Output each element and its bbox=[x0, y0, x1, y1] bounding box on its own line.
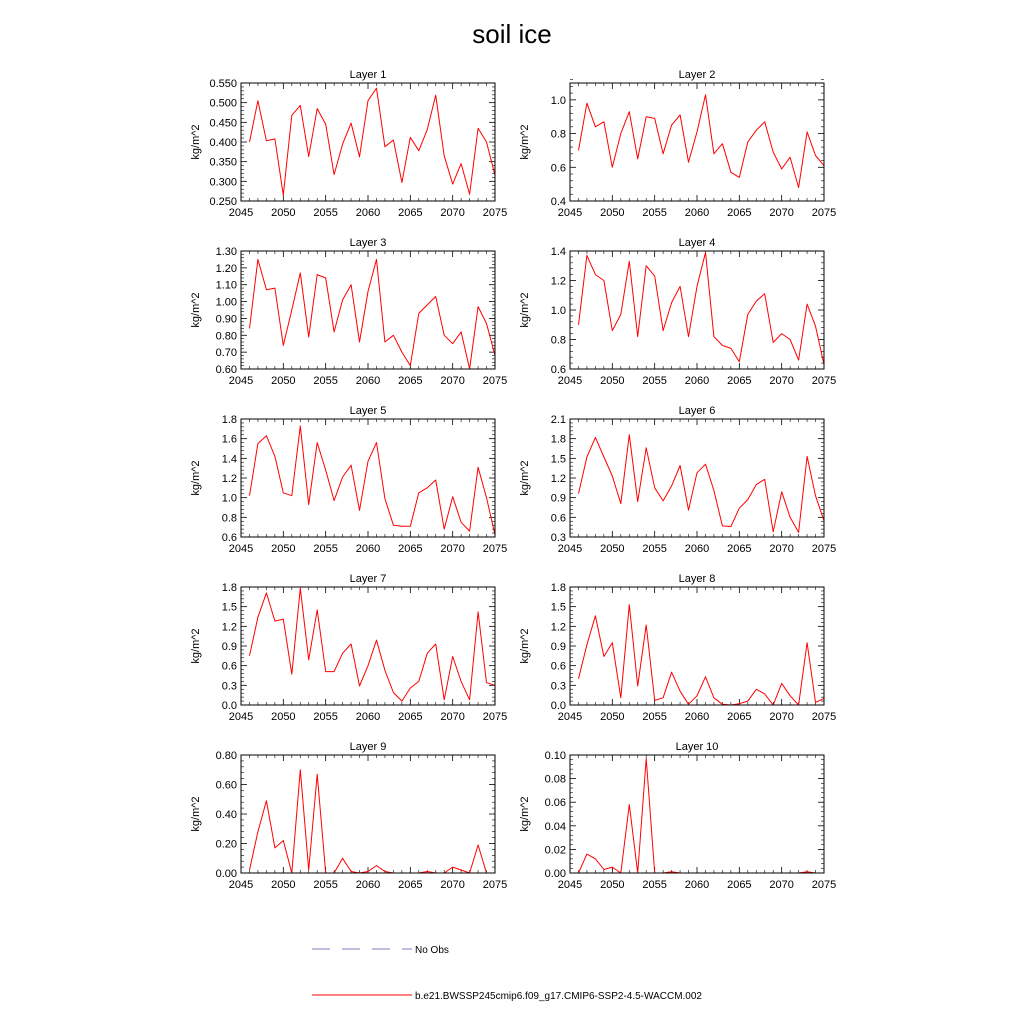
series-line bbox=[250, 259, 496, 369]
y-axis-label: kg/m^2 bbox=[190, 796, 202, 832]
x-tick-label: 2045 bbox=[557, 207, 583, 219]
y-tick-label: 0.0 bbox=[550, 700, 566, 712]
y-axis-label: kg/m^2 bbox=[519, 124, 531, 160]
y-tick-label: 1.8 bbox=[550, 433, 566, 446]
x-tick-label: 2060 bbox=[355, 375, 381, 387]
x-tick-label: 2045 bbox=[228, 207, 254, 219]
y-tick-label: 0.40 bbox=[215, 809, 237, 821]
x-tick-label: 2070 bbox=[440, 543, 465, 555]
y-tick-label: 1.8 bbox=[221, 414, 237, 426]
plot-frame bbox=[241, 755, 495, 873]
plot-frame bbox=[570, 419, 824, 537]
plot-frame bbox=[570, 755, 824, 873]
x-tick-label: 2060 bbox=[355, 879, 381, 891]
x-tick-label: 2065 bbox=[398, 879, 423, 891]
plot-frame bbox=[570, 587, 824, 705]
y-axis-label: kg/m^2 bbox=[519, 796, 531, 832]
y-axis-label: kg/m^2 bbox=[190, 292, 202, 328]
x-tick-label: 2050 bbox=[600, 711, 625, 723]
y-tick-label: 0.80 bbox=[215, 330, 237, 343]
x-tick-label: 2065 bbox=[727, 375, 752, 387]
x-tick-label: 2075 bbox=[482, 879, 508, 891]
x-tick-label: 2070 bbox=[769, 543, 794, 555]
y-tick-label: 0.02 bbox=[544, 844, 566, 857]
x-tick-label: 2075 bbox=[811, 543, 837, 555]
y-tick-label: 0.90 bbox=[215, 313, 237, 326]
y-tick-label: 2.1 bbox=[550, 414, 566, 426]
chart-panel-1 bbox=[190, 69, 507, 219]
y-tick-label: 0.6 bbox=[221, 660, 237, 673]
x-tick-label: 2065 bbox=[398, 207, 423, 219]
x-tick-label: 2050 bbox=[271, 711, 296, 723]
x-tick-label: 2060 bbox=[684, 207, 710, 219]
x-tick-label: 2065 bbox=[398, 375, 423, 387]
y-tick-label: 1.2 bbox=[550, 473, 566, 485]
x-tick-label: 2045 bbox=[228, 711, 254, 723]
x-tick-label: 2065 bbox=[727, 207, 752, 219]
y-tick-label: 0.8 bbox=[221, 512, 237, 525]
x-tick-label: 2045 bbox=[557, 711, 583, 723]
x-tick-label: 2075 bbox=[811, 711, 837, 723]
y-tick-label: 1.30 bbox=[215, 246, 237, 258]
x-tick-label: 2065 bbox=[727, 879, 752, 891]
y-tick-label: 1.2 bbox=[221, 473, 237, 485]
x-tick-label: 2050 bbox=[271, 543, 296, 555]
y-tick-label: 0.6 bbox=[550, 512, 566, 525]
x-tick-label: 2045 bbox=[557, 375, 583, 387]
panel-title: Layer 10 bbox=[675, 741, 719, 753]
x-tick-label: 2070 bbox=[769, 375, 794, 387]
y-tick-label: 0.00 bbox=[215, 868, 237, 880]
y-tick-label: 0.3 bbox=[221, 680, 237, 693]
x-tick-label: 2075 bbox=[811, 375, 837, 387]
x-tick-label: 2070 bbox=[769, 879, 794, 891]
y-tick-label: 0.70 bbox=[215, 347, 237, 360]
x-tick-label: 2050 bbox=[600, 207, 625, 219]
y-tick-label: 1.5 bbox=[221, 601, 237, 614]
y-tick-label: 0.3 bbox=[550, 680, 566, 693]
chart-panel-6 bbox=[519, 405, 836, 555]
panel-title: Layer 3 bbox=[349, 237, 387, 249]
series-line bbox=[250, 426, 496, 535]
chart-panel-3 bbox=[190, 237, 507, 387]
y-tick-label: 0.250 bbox=[209, 196, 237, 208]
x-tick-label: 2055 bbox=[642, 543, 667, 555]
y-tick-label: 0.10 bbox=[544, 750, 566, 762]
x-tick-label: 2065 bbox=[398, 711, 423, 723]
x-tick-label: 2055 bbox=[313, 375, 338, 387]
x-tick-label: 2050 bbox=[600, 879, 625, 891]
x-tick-label: 2075 bbox=[482, 543, 508, 555]
panel-title: Layer 4 bbox=[678, 237, 716, 249]
x-tick-label: 2060 bbox=[355, 543, 381, 555]
x-tick-label: 2055 bbox=[313, 711, 338, 723]
y-tick-label: 0.8 bbox=[550, 334, 566, 347]
y-tick-label: 0.6 bbox=[550, 364, 566, 376]
x-tick-label: 2070 bbox=[440, 207, 465, 219]
series-line bbox=[579, 435, 825, 533]
panel-title: Layer 6 bbox=[678, 405, 716, 417]
y-tick-label: 1.2 bbox=[550, 621, 566, 634]
y-tick-label: 1.5 bbox=[550, 601, 566, 614]
x-tick-label: 2050 bbox=[271, 375, 296, 387]
panel-title: Layer 5 bbox=[349, 405, 387, 417]
legend bbox=[312, 945, 702, 1002]
series-line bbox=[579, 605, 825, 705]
chart-panel-10 bbox=[519, 741, 836, 891]
x-tick-label: 2060 bbox=[684, 879, 710, 891]
series-line bbox=[579, 253, 825, 365]
chart-panel-8 bbox=[519, 573, 836, 723]
panel-title: Layer 7 bbox=[349, 573, 387, 585]
y-tick-label: 1.5 bbox=[550, 453, 566, 466]
y-axis-label: kg/m^2 bbox=[519, 460, 531, 496]
figure-title: soil ice bbox=[472, 19, 552, 49]
plot-frame bbox=[570, 251, 824, 369]
y-axis-label: kg/m^2 bbox=[190, 124, 202, 160]
x-tick-label: 2060 bbox=[684, 543, 710, 555]
y-tick-label: 0.60 bbox=[215, 779, 237, 792]
x-tick-label: 2065 bbox=[727, 543, 752, 555]
series-line bbox=[579, 95, 825, 188]
y-tick-label: 0.00 bbox=[544, 868, 566, 880]
y-tick-label: 0.08 bbox=[544, 773, 566, 786]
y-tick-label: 1.00 bbox=[215, 296, 237, 309]
x-tick-label: 2070 bbox=[440, 879, 465, 891]
x-tick-label: 2050 bbox=[600, 543, 625, 555]
y-tick-label: 1.20 bbox=[215, 262, 237, 275]
x-tick-label: 2070 bbox=[769, 207, 794, 219]
y-tick-label: 0.9 bbox=[221, 641, 237, 653]
y-axis-label: kg/m^2 bbox=[190, 628, 202, 664]
y-tick-label: 0.04 bbox=[544, 820, 566, 833]
y-axis-label: kg/m^2 bbox=[190, 460, 202, 496]
y-tick-label: 0.3 bbox=[550, 532, 566, 544]
x-tick-label: 2060 bbox=[684, 711, 710, 723]
x-tick-label: 2055 bbox=[642, 879, 667, 891]
y-tick-label: 1.8 bbox=[221, 582, 237, 594]
y-tick-label: 0.4 bbox=[550, 196, 566, 208]
panel-title: Layer 9 bbox=[349, 741, 387, 753]
series-line bbox=[250, 88, 496, 195]
y-tick-label: 1.0 bbox=[550, 305, 566, 317]
x-tick-label: 2060 bbox=[355, 711, 381, 723]
x-tick-label: 2075 bbox=[482, 375, 508, 387]
y-tick-label: 0.400 bbox=[209, 137, 237, 149]
x-tick-label: 2075 bbox=[811, 879, 837, 891]
y-tick-label: 0.6 bbox=[550, 162, 566, 175]
y-tick-label: 1.8 bbox=[550, 582, 566, 594]
chart-panel-5 bbox=[190, 405, 507, 555]
legend-model-label: b.e21.BWSSP245cmip6.f09_g17.CMIP6-SSP2-4.5-WACCM.002 bbox=[415, 991, 702, 1002]
x-tick-label: 2055 bbox=[642, 375, 667, 387]
y-tick-label: 0.8 bbox=[550, 128, 566, 141]
y-tick-label: 1.10 bbox=[215, 279, 237, 292]
panels bbox=[190, 69, 836, 891]
y-tick-label: 1.6 bbox=[221, 433, 237, 446]
y-tick-label: 0.06 bbox=[544, 797, 566, 810]
y-tick-label: 0.300 bbox=[209, 176, 237, 189]
x-tick-label: 2055 bbox=[313, 207, 338, 219]
y-tick-label: 0.550 bbox=[209, 78, 237, 90]
plot-frame bbox=[241, 587, 495, 705]
y-tick-label: 0.80 bbox=[215, 750, 237, 762]
x-tick-label: 2050 bbox=[271, 879, 296, 891]
chart-panel-9 bbox=[190, 741, 507, 891]
y-tick-label: 1.2 bbox=[550, 275, 566, 288]
y-tick-label: 1.0 bbox=[550, 94, 566, 107]
chart-panel-7 bbox=[190, 573, 507, 723]
y-tick-label: 0.500 bbox=[209, 97, 237, 110]
x-tick-label: 2045 bbox=[228, 879, 254, 891]
y-tick-label: 0.6 bbox=[221, 532, 237, 544]
x-tick-label: 2055 bbox=[642, 207, 667, 219]
y-axis-label: kg/m^2 bbox=[519, 292, 531, 328]
x-tick-label: 2070 bbox=[769, 711, 794, 723]
x-tick-label: 2075 bbox=[482, 207, 508, 219]
y-tick-label: 0.0 bbox=[221, 700, 237, 712]
plot-frame bbox=[241, 419, 495, 537]
panel-title: Layer 2 bbox=[678, 69, 716, 81]
panel-title: Layer 8 bbox=[678, 573, 716, 585]
series-line bbox=[250, 588, 496, 701]
x-tick-label: 2050 bbox=[600, 375, 625, 387]
x-tick-label: 2050 bbox=[271, 207, 296, 219]
x-tick-label: 2055 bbox=[642, 711, 667, 723]
y-tick-label: 0.6 bbox=[550, 660, 566, 673]
x-tick-label: 2045 bbox=[557, 543, 583, 555]
x-tick-label: 2075 bbox=[482, 711, 508, 723]
x-tick-label: 2065 bbox=[727, 711, 752, 723]
y-tick-label: 0.350 bbox=[209, 156, 237, 169]
x-tick-label: 2070 bbox=[440, 711, 465, 723]
x-tick-label: 2070 bbox=[440, 375, 465, 387]
y-tick-label: 0.60 bbox=[215, 364, 237, 376]
legend-obs-label: No Obs bbox=[415, 945, 449, 956]
y-tick-label: 1.4 bbox=[550, 246, 566, 258]
chart-panel-4 bbox=[519, 237, 836, 387]
x-tick-label: 2055 bbox=[313, 543, 338, 555]
series-line bbox=[579, 759, 825, 874]
plot-frame bbox=[241, 251, 495, 369]
x-tick-label: 2060 bbox=[355, 207, 381, 219]
chart-panel-2 bbox=[519, 69, 836, 219]
x-tick-label: 2045 bbox=[557, 879, 583, 891]
y-tick-label: 0.9 bbox=[550, 641, 566, 653]
y-axis-label: kg/m^2 bbox=[519, 628, 531, 664]
x-tick-label: 2055 bbox=[313, 879, 338, 891]
y-tick-label: 0.20 bbox=[215, 838, 237, 851]
x-tick-label: 2045 bbox=[228, 543, 254, 555]
y-tick-label: 1.4 bbox=[221, 453, 237, 466]
y-tick-label: 1.0 bbox=[221, 492, 237, 505]
panel-title: Layer 1 bbox=[349, 69, 387, 81]
x-tick-label: 2045 bbox=[228, 375, 254, 387]
y-tick-label: 0.9 bbox=[550, 492, 566, 505]
y-tick-label: 1.2 bbox=[221, 621, 237, 634]
x-tick-label: 2065 bbox=[398, 543, 423, 555]
x-tick-label: 2075 bbox=[811, 207, 837, 219]
x-tick-label: 2060 bbox=[684, 375, 710, 387]
series-line bbox=[250, 770, 496, 873]
y-tick-label: 0.450 bbox=[209, 117, 237, 130]
